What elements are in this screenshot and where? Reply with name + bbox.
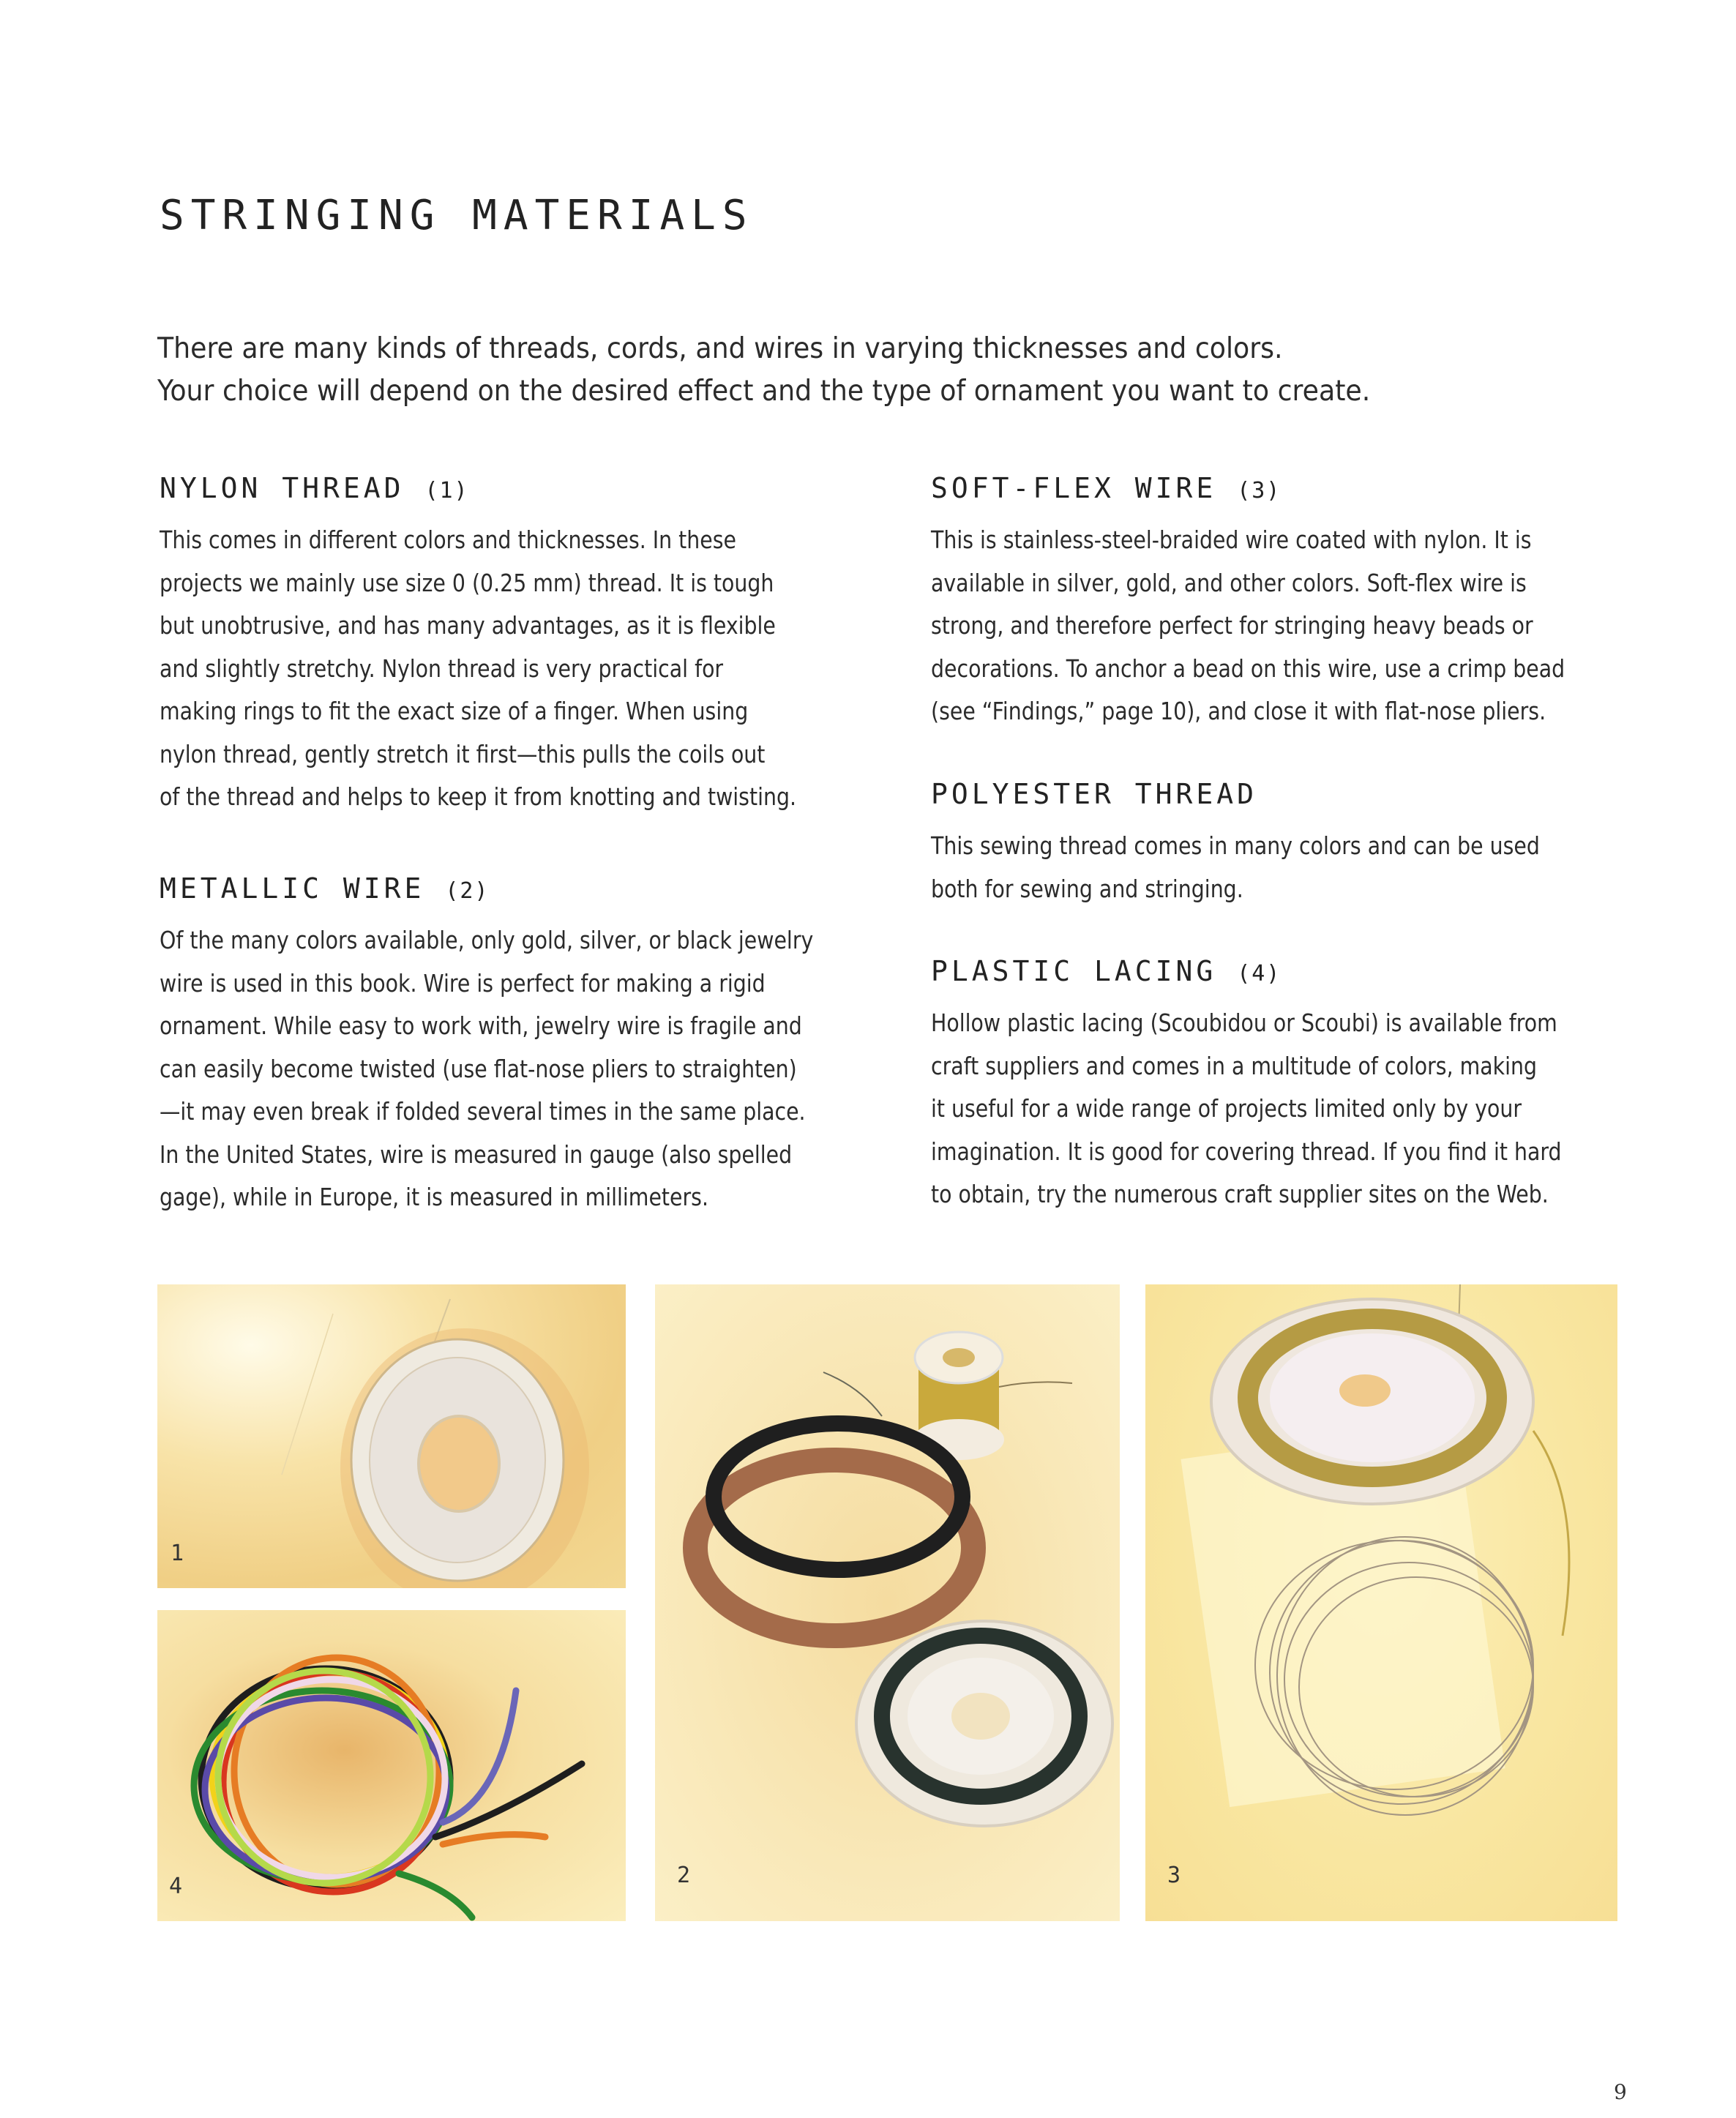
section-heading: NYLON THREAD (1) — [160, 472, 469, 504]
page-title: STRINGING MATERIALS — [160, 192, 754, 239]
photo-label: 4 — [169, 1874, 183, 1899]
page-number: 9 — [1614, 2080, 1627, 2104]
section-heading: METALLIC WIRE (2) — [160, 872, 490, 905]
intro-line: There are many kinds of threads, cords, and wires in varying thicknesses and colors. — [157, 332, 1283, 365]
intro-line: Your choice will depend on the desired effect and the type of ornament you want to create. — [157, 375, 1371, 408]
section-heading: SOFT-FLEX WIRE (3) — [931, 472, 1282, 504]
photo-nylon-thread-spool — [157, 1284, 626, 1588]
section-soft-flex-wire — [931, 472, 1663, 733]
section-body: This sewing thread comes in many colors and can be used both for sewing and stringing. — [931, 831, 1540, 903]
section-heading: PLASTIC LACING (4) — [931, 955, 1282, 987]
lacing-illustration — [157, 1610, 626, 1921]
section-nylon-thread — [160, 472, 891, 819]
intro-paragraph — [157, 328, 1451, 413]
photo-label: 1 — [171, 1541, 184, 1566]
photo-soft-flex-wire — [1145, 1284, 1617, 1921]
spool-illustration — [157, 1284, 626, 1588]
section-plastic-lacing — [931, 955, 1663, 1216]
photo-plastic-lacing — [157, 1610, 626, 1921]
soft-flex-illustration — [1145, 1284, 1617, 1921]
wire-coils-illustration — [655, 1284, 1120, 1921]
section-body: Hollow plastic lacing (Scoubidou or Scoubi) is available from craft suppliers and comes in a multitude of colors, making it useful for a wide range of projects limited only by your imagination. It is good for covering thread. If you find it hard to obtain, try the numerous craft supplier sites on the Web. — [931, 1009, 1562, 1208]
section-heading: POLYESTER THREAD — [931, 778, 1258, 810]
section-polyester-thread — [931, 778, 1663, 910]
section-body: This comes in different colors and thicknesses. In these projects we mainly use size 0 (0.25 mm) thread. It is tough but unobtrusive, and has many advantages, as it is flexible and slightly stretchy. Nylon thread is very practical for making rings to fit the exact size of a finger. When using nylon thread, gently stretch it first—this pulls the coils out of the thread and helps to keep it from knotting and twisting. — [160, 525, 796, 811]
photo-metallic-wire — [655, 1284, 1120, 1921]
photo-label: 3 — [1167, 1863, 1181, 1888]
section-body: Of the many colors available, only gold, silver, or black jewelry wire is used in this book. Wire is perfect for making a rigid ornament. While easy to work with, jewelry wire is fragile and can easily become twisted (use flat-nose pliers to straighten) —it may even break if folded several times in the same place. In the United States, wire is measured in gauge (also spelled gage), while in Europe, it is measured in millimeters. — [160, 926, 814, 1211]
section-body: This is stainless-steel-braided wire coated with nylon. It is available in silver, gold, and other colors. Soft-flex wire is strong, and therefore perfect for stringing heavy beads or decorations. To anchor a bead on this wire, use a crimp bead (see “Findings,” page 10), and close it with flat-nose pliers. — [931, 525, 1565, 725]
photo-label: 2 — [677, 1863, 691, 1888]
section-metallic-wire — [160, 872, 891, 1219]
